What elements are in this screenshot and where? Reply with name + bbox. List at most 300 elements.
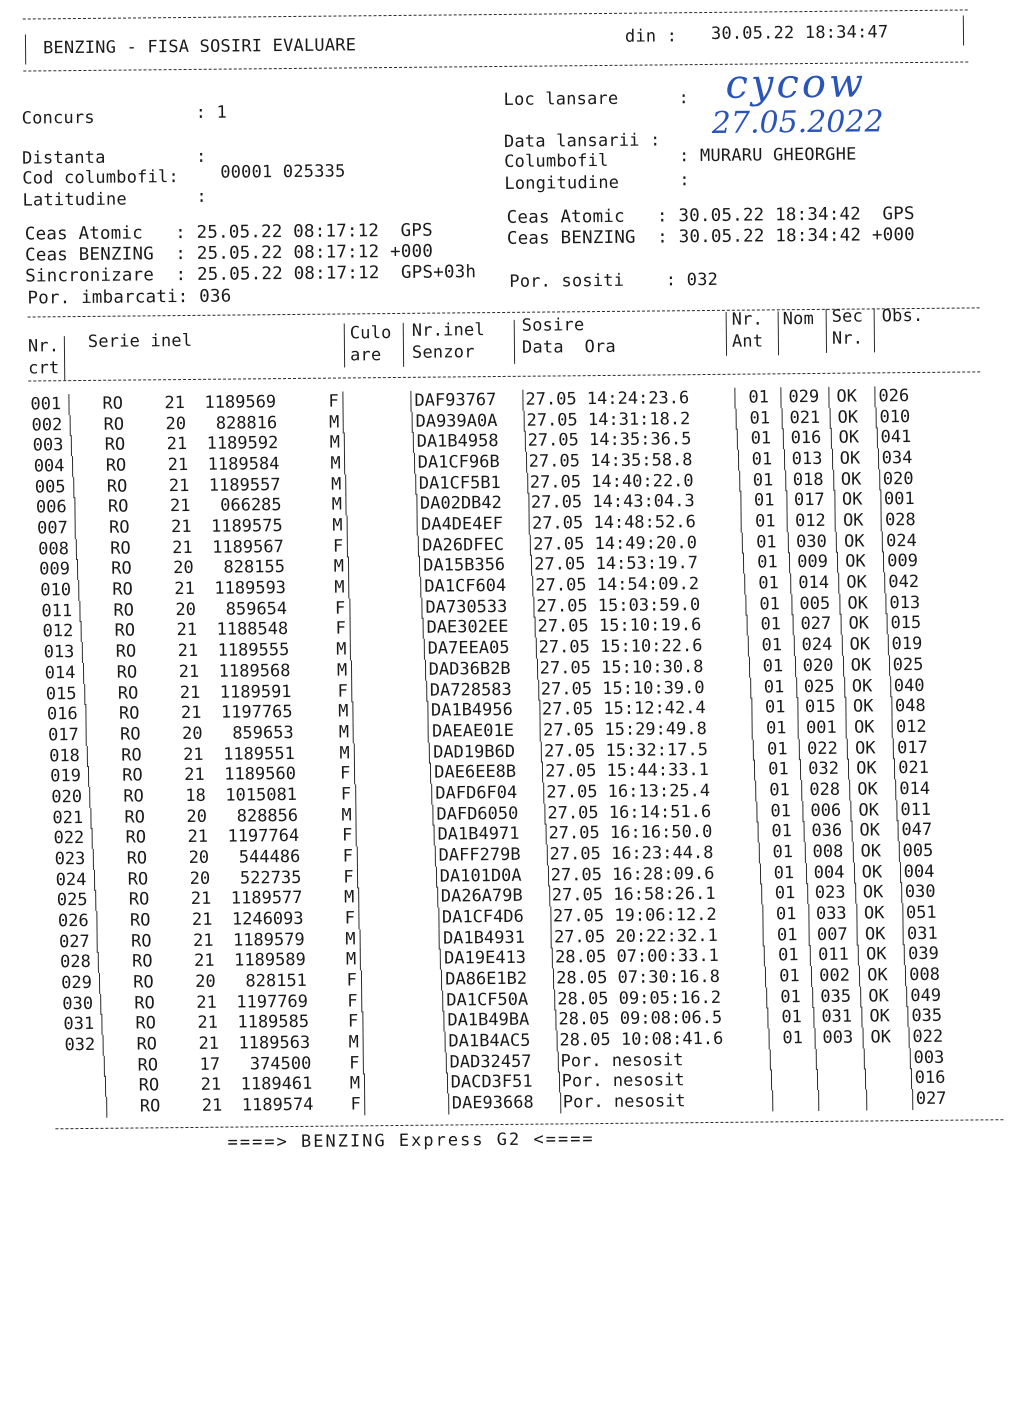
column-divider [754,760,755,781]
column-divider [752,718,753,739]
column-divider [765,966,766,987]
cell-sec: OK [844,531,865,552]
column-divider [846,718,847,739]
cell-ant: 01 [748,387,770,408]
cell-sosire: 27.05 16:13:25.4 [546,780,711,803]
cell-senzor: DA1B4958 [416,431,499,453]
col-nr-ant-label-1: Nr. [731,309,764,330]
column-divider [448,1094,449,1115]
column-divider [560,1093,561,1114]
cell-sosire: Por. nesosit [560,1050,684,1072]
cell-nr: 017 [47,724,79,746]
cell-nr: 019 [50,766,82,787]
column-divider [344,433,345,454]
cell-nr: 007 [36,518,68,539]
column-divider [348,578,349,599]
column-divider [558,1051,559,1072]
cell-inel: 1189584 [207,454,280,475]
column-divider [528,493,529,514]
cell-inel: 1189591 [219,681,292,703]
column-divider [98,952,99,973]
column-divider [347,536,348,557]
longitudine-sep: : [679,170,690,191]
col-culo-label: Culo [349,323,392,344]
cell-obs: 013 [889,592,921,614]
cell-nom: 001 [805,717,837,738]
cell-obs: 042 [888,572,920,593]
cell-ant: 01 [770,800,792,822]
cell-sec: OK [852,696,874,717]
column-divider [772,1091,773,1112]
cell-sex: M [330,453,341,474]
cell-senzor: DACD3F51 [450,1072,533,1093]
column-divider [808,904,809,925]
cell-sex: M [332,515,343,536]
cell-obs: 031 [906,923,938,944]
por-imbarcati: Por. imbarcati: 036 [27,286,232,309]
cell-inel: 1189589 [234,950,306,971]
distanta-sep: : [196,146,207,167]
cell-nom: 017 [793,490,825,511]
column-divider [425,660,426,681]
col-divider-6 [778,311,779,355]
cell-tara: RO [103,414,125,435]
column-divider [357,867,358,888]
column-divider [739,470,740,491]
column-divider [91,828,92,849]
column-divider [551,927,552,948]
cell-obs: 010 [879,406,911,428]
column-divider [431,784,432,805]
column-divider [847,738,848,759]
cell-sosire: 27.05 14:48:52.6 [531,512,696,534]
column-divider [437,887,438,908]
cell-inel: 1189575 [210,516,283,537]
column-divider [537,658,538,679]
cell-nom: 008 [812,841,844,862]
column-divider [762,904,763,925]
col-divider-5 [726,312,727,356]
cod-columbofil-label: Cod columbofil: [22,167,179,189]
cell-sex: F [349,1053,360,1074]
cell-sec: OK [851,675,873,697]
latitudine-sep: : [196,186,208,207]
cell-tara: RO [138,1075,160,1096]
column-divider [75,518,76,539]
cell-sosire: 27.05 14:24:23.6 [525,388,690,410]
column-divider [743,553,744,574]
cell-senzor: DAFF279B [438,844,521,866]
column-divider [94,870,95,891]
cell-nom: 027 [800,614,832,635]
cell-an: 21 [184,765,205,786]
column-divider [755,780,756,801]
column-divider [785,470,786,491]
column-divider [536,638,537,659]
cell-sec: OK [864,923,886,945]
cell-sec: OK [859,820,881,841]
col-divider-4 [514,320,515,364]
column-divider [552,948,553,969]
cell-obs: 008 [909,964,941,986]
column-divider [422,618,423,639]
column-divider [855,883,856,904]
cell-senzor: DA02DB42 [419,493,502,515]
cell-sex: F [350,1094,361,1115]
cell-tara: RO [129,910,151,931]
column-divider [909,1048,910,1069]
cell-ant: 01 [774,883,796,904]
cell-ant: 01 [763,676,785,697]
cell-inel: 1189555 [217,640,290,661]
column-divider [351,660,352,681]
column-divider [522,390,523,411]
cell-nom: 028 [809,779,841,800]
cell-inel: 522735 [229,867,302,889]
cell-nom: 004 [813,862,845,883]
cell-nr: 016 [46,704,78,725]
col-divider-7 [826,309,827,353]
cell-obs: 040 [893,675,925,696]
cell-ant: 01 [781,1007,802,1028]
column-divider [761,884,762,905]
cell-sosire: 27.05 14:43:04.3 [530,491,695,514]
cell-tara: RO [137,1055,159,1076]
cell-sec: OK [856,758,877,779]
cod-columbofil-value: 00001 025335 [220,161,346,183]
column-divider [866,1090,867,1111]
cell-sec: OK [870,1027,892,1048]
column-divider [414,453,415,474]
cell-senzor: DAE6EE8B [434,762,517,783]
cell-inel: 1189569 [204,392,277,413]
cell-obs: 034 [881,448,913,469]
cell-senzor: DAFD6050 [436,803,519,825]
cell-ant: 01 [771,821,793,842]
column-divider [862,1028,863,1049]
cell-sec: OK [862,882,884,903]
cell-sex: M [333,556,344,578]
cell-sex: M [336,639,347,660]
cell-sex: F [344,908,356,929]
cell-sex: F [343,867,354,888]
column-divider [439,928,440,949]
column-divider [447,1073,448,1094]
cell-nr: 018 [49,745,80,766]
cell-an: 20 [186,806,208,827]
cell-nom: 003 [822,1027,854,1049]
cell-inel: 1189567 [212,536,284,558]
cell-ant: 01 [758,573,779,594]
cell-tara: RO [110,538,131,559]
cell-tara: RO [125,827,147,848]
column-divider [442,990,443,1011]
column-divider [885,593,886,614]
cell-senzor: DA939A0A [415,410,498,432]
cell-senzor: DA26DFEC [422,534,505,556]
cell-sex: M [330,474,342,495]
ceas-atomic-end: Ceas Atomic : 30.05.22 18:34:42 GPS [506,204,915,228]
cell-sosire: 27.05 15:10:19.6 [537,615,702,638]
cell-an: 20 [173,558,194,579]
column-divider [440,949,441,970]
ceas-atomic-start: Ceas Atomic : 25.05.22 08:17:12 GPS [24,220,433,245]
cell-senzor: DA728583 [429,679,512,701]
footer-banner: ====> BENZING Express G2 <==== [227,1129,595,1153]
cell-an: 21 [177,641,199,662]
column-divider [426,680,427,701]
cell-tara: RO [106,476,128,497]
cell-senzor: DA1CF604 [424,576,507,597]
cell-sec: OK [866,944,887,965]
column-divider [790,573,791,594]
cell-senzor: DA101D0A [439,865,522,887]
cell-ant: 01 [754,511,776,532]
column-divider [71,435,72,456]
column-divider [417,515,418,536]
column-divider [803,821,804,842]
cell-ant: 01 [752,470,774,491]
cell-nom: 012 [794,510,826,532]
column-divider [553,969,554,990]
cell-an: 21 [192,930,214,951]
column-divider [527,472,528,493]
column-divider [523,410,524,431]
cell-sosire: 28.05 09:05:16.2 [557,987,722,1010]
cell-tara: RO [102,393,124,414]
column-divider [814,1028,815,1049]
cell-obs: 016 [914,1068,946,1089]
column-divider [539,700,540,721]
col-divider-1 [64,336,65,380]
column-divider [901,882,902,903]
cell-nr: 005 [34,476,66,498]
cell-obs: 030 [904,882,936,903]
column-divider [349,619,350,640]
column-divider [530,534,531,555]
cell-nr: 025 [56,890,88,911]
col-nr-label: Nr. [27,336,60,357]
cell-nom: 014 [798,572,830,594]
column-divider [845,697,846,718]
report-title: BENZING - FISA SOSIRI EVALUARE [42,35,357,59]
cell-an: 20 [175,599,197,620]
col-divider-3 [403,323,404,367]
cell-ant: 01 [756,532,777,553]
cell-sosire: 27.05 16:58:26.1 [551,884,716,906]
column-divider [786,491,787,512]
col-nr-ant-label-2: Ant [731,331,764,352]
column-divider [892,717,893,738]
column-divider [839,594,840,615]
column-divider [844,676,845,697]
cell-nr: 028 [60,952,91,973]
column-divider [540,720,541,741]
column-divider [358,888,359,909]
column-divider [354,764,355,785]
column-divider [760,863,761,884]
cell-nr: 013 [43,642,75,663]
column-divider [900,862,901,883]
data-lansarii-label: Data lansarii : [503,130,661,152]
cell-tara: RO [117,682,139,704]
column-divider [789,553,790,574]
loc-lansare-label: Loc lansare [503,88,619,110]
cell-obs: 009 [887,551,919,572]
column-divider [353,743,354,764]
cell-nom: 036 [811,820,843,842]
cell-an: 21 [196,992,217,1013]
cell-nom: 024 [801,634,833,656]
column-divider [74,497,75,518]
cell-senzor: DA15B356 [423,555,506,577]
header-left-bar [25,35,26,65]
cell-tara: RO [135,1013,157,1034]
cell-tara: RO [133,972,154,993]
cell-obs: 004 [903,861,935,882]
column-divider [817,1069,818,1090]
column-divider [854,862,855,883]
cell-sosire: 27.05 15:10:22.6 [538,636,703,658]
column-divider [883,552,884,573]
column-divider [850,800,851,821]
column-divider [362,1032,363,1053]
column-divider [83,663,84,684]
cell-sex: M [338,722,350,743]
cell-sex: M [341,805,352,826]
column-divider [410,391,411,412]
cell-inel: 1197764 [227,826,300,847]
column-divider [895,779,896,800]
cell-senzor: DA1B4956 [430,700,513,721]
column-divider [362,1012,363,1033]
cell-an: 20 [189,868,211,889]
cell-sec: OK [846,572,867,593]
cell-senzor: DAD19B6D [433,741,516,763]
cell-inel: 1246093 [231,908,304,930]
column-divider [840,614,841,635]
cell-tara: RO [114,620,136,642]
cell-sosire: 27.05 14:40:22.0 [529,470,694,493]
cell-nr: 011 [41,600,73,622]
column-divider [344,454,345,475]
cell-nom: 029 [788,386,820,408]
column-divider [359,908,360,929]
column-divider [881,510,882,531]
cell-senzor: DA1B4AC5 [448,1030,531,1052]
column-divider [444,1032,445,1053]
cell-nr: 010 [40,580,72,601]
cell-tara: RO [104,434,126,456]
column-divider [350,640,351,661]
cell-inel: 828151 [235,970,307,992]
cell-nom: 018 [792,469,824,490]
cell-sec: OK [850,655,872,676]
cell-tara: RO [122,765,143,786]
col-sosire-label: Sosire [521,315,585,336]
column-divider [842,635,843,656]
column-divider [84,684,85,705]
column-divider [85,704,86,725]
column-divider [79,601,80,622]
cell-sec: OK [841,489,863,511]
cell-ant: 01 [776,924,798,946]
col-are-label: are [349,345,382,366]
cell-senzor: DA1CF50A [446,989,529,1011]
cell-nr: 031 [63,1014,95,1035]
header-right-bar [963,16,964,46]
column-divider [859,966,860,987]
column-divider [413,432,414,453]
cell-nr: 021 [52,807,84,828]
cell-sosire: 27.05 15:10:39.0 [540,677,705,700]
cell-an: 21 [191,909,213,930]
column-divider [421,598,422,619]
cell-an: 20 [188,847,210,868]
column-divider [890,676,891,697]
cell-senzor: DA1CF5B1 [418,472,501,494]
column-divider [430,763,431,784]
cell-nr: 004 [33,456,65,477]
cell-inel: 1189579 [232,929,305,951]
column-divider [812,987,813,1008]
cell-sec: OK [836,386,858,407]
column-divider [351,681,352,702]
column-divider [734,388,735,409]
cell-tara: RO [130,931,152,952]
cell-inel: 1189585 [237,1012,310,1033]
cell-tara: RO [139,1096,161,1117]
column-divider [742,532,743,553]
column-divider [860,986,861,1007]
cell-obs: 051 [905,902,937,924]
column-divider [559,1072,560,1093]
column-divider [794,635,795,656]
cell-ant: 01 [778,945,799,966]
cell-inel: 1197765 [220,702,293,723]
column-divider [554,989,555,1010]
cell-sosire: 27.05 14:35:58.8 [528,450,693,472]
concurs-value: : 1 [195,102,228,123]
cell-senzor: DA19E413 [444,948,527,969]
column-divider [73,477,74,498]
cell-an: 21 [179,682,201,703]
cell-sosire: 27.05 15:10:30.8 [539,656,704,679]
cell-obs: 035 [911,1006,943,1027]
cell-tara: RO [118,703,140,724]
table-bottom-rule [55,1119,1003,1129]
cell-nr: 024 [55,869,87,890]
cell-sex: F [341,825,353,846]
cell-ant: 01 [772,842,794,863]
column-divider [891,696,892,717]
column-divider [853,842,854,863]
column-divider [429,742,430,763]
column-divider [907,1006,908,1027]
cell-sec: OK [861,861,883,883]
column-divider [738,450,739,471]
column-divider [767,1008,768,1029]
cell-sec: OK [858,799,879,821]
column-divider [529,514,530,535]
column-divider [428,722,429,743]
column-divider [101,1014,102,1035]
cell-obs: 019 [891,634,923,655]
cell-sec: OK [842,510,864,531]
cell-ant: 01 [753,490,775,511]
column-divider [443,1011,444,1032]
column-divider [792,615,793,636]
